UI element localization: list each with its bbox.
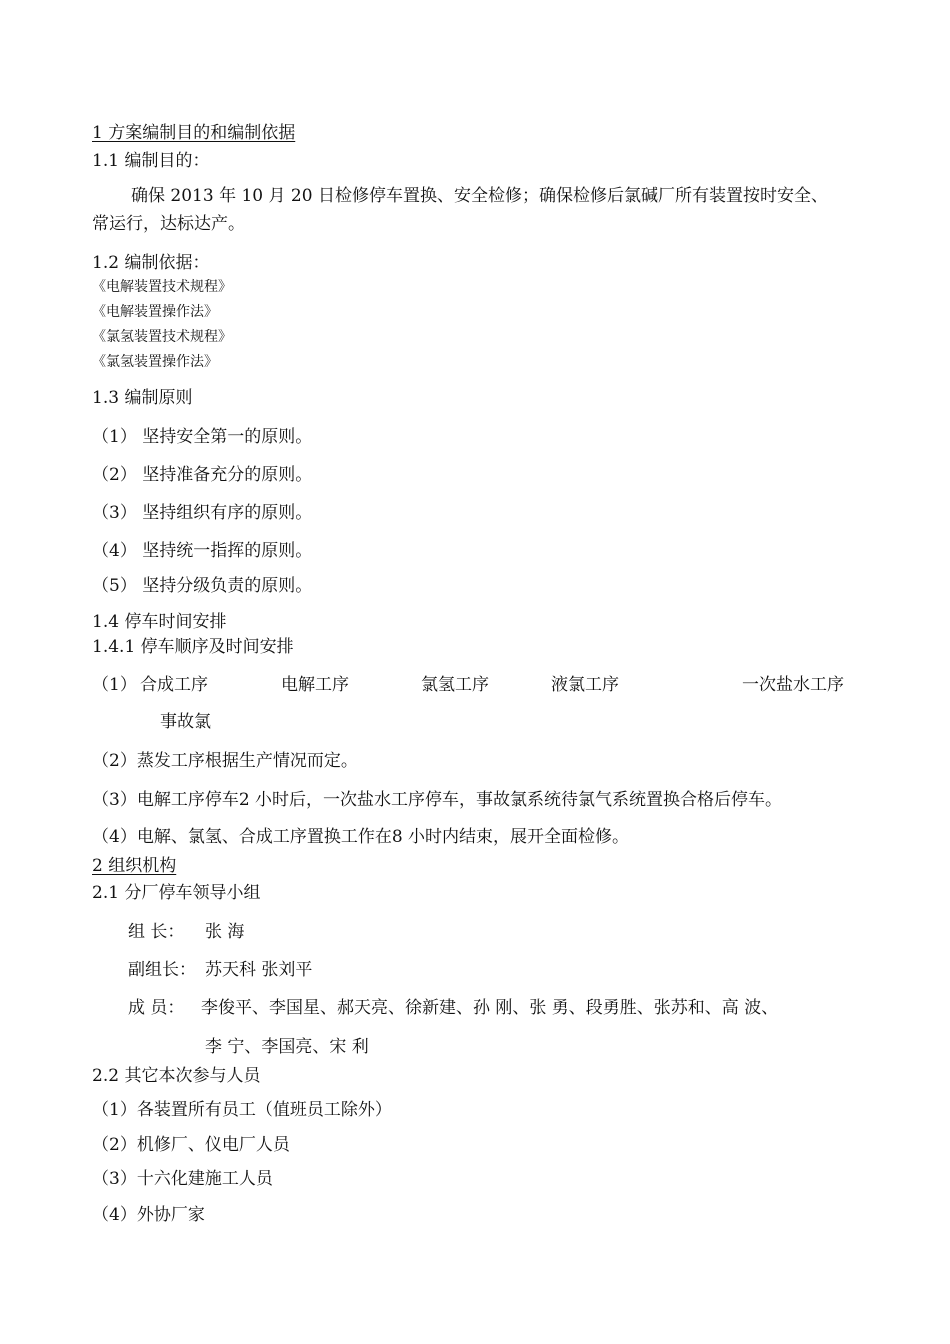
reference-item: 《氯氢装置技术规程》	[92, 329, 232, 345]
section-1-1-heading: 1.1 编制目的：	[92, 151, 210, 171]
members-label: 成 员：	[128, 998, 185, 1018]
principle-item: （3） 坚持组织有序的原则。	[92, 503, 313, 523]
sequence-step: 合成工序	[140, 675, 208, 695]
reference-item: 《电解装置技术规程》	[92, 279, 232, 295]
section-1-2-heading: 1.2 编制依据：	[92, 253, 210, 273]
section-2-1-heading: 2.1 分厂停车领导小组	[92, 883, 261, 903]
sequence-prefix: （1）	[92, 675, 137, 695]
sequence-note: （2）蒸发工序根据生产情况而定。	[92, 751, 358, 771]
deputy-names: 苏天科 张刘平	[205, 960, 313, 980]
purpose-paragraph-line-1: 确保 2013 年 10 月 20 日检修停车置换、安全检修；确保检修后氯碱厂所有装置按时安全、	[131, 186, 828, 206]
principle-item: （4） 坚持统一指挥的原则。	[92, 541, 313, 561]
participant-item: （4）外协厂家	[92, 1205, 205, 1225]
section-1-4-heading: 1.4 停车时间安排	[92, 612, 227, 632]
members-line-1: 李俊平、李国星、郝天亮、徐新建、孙 刚、张 勇、段勇胜、张苏和、高 波、	[201, 998, 779, 1018]
sequence-step: 氯氢工序	[421, 675, 489, 695]
leader-name: 张 海	[205, 922, 245, 942]
sequence-note: （4）电解、氯氢、合成工序置换工作在8 小时内结束，展开全面检修。	[92, 827, 630, 847]
sequence-step: 电解工序	[281, 675, 349, 695]
section-1-3-heading: 1.3 编制原则	[92, 388, 193, 408]
reference-item: 《氯氢装置操作法》	[92, 354, 218, 370]
participant-item: （2）机修厂、仪电厂人员	[92, 1135, 290, 1155]
deputy-label: 副组长：	[128, 960, 196, 980]
participant-item: （1）各装置所有员工（值班员工除外）	[92, 1100, 392, 1120]
section-2-heading: 2 组织机构	[92, 856, 177, 876]
participant-item: （3）十六化建施工人员	[92, 1169, 273, 1189]
sequence-step: 一次盐水工序	[742, 675, 844, 695]
section-1-heading: 1 方案编制目的和编制依据	[92, 123, 296, 143]
section-1-4-1-heading: 1.4.1 停车顺序及时间安排	[92, 637, 294, 657]
reference-item: 《电解装置操作法》	[92, 304, 218, 320]
section-2-2-heading: 2.2 其它本次参与人员	[92, 1066, 261, 1086]
principle-item: （2） 坚持准备充分的原则。	[92, 465, 313, 485]
purpose-paragraph-line-2: 常运行，达标达产。	[92, 214, 245, 234]
sequence-step: 液氯工序	[551, 675, 619, 695]
leader-label: 组 长：	[128, 922, 185, 942]
sequence-note: （3）电解工序停车2 小时后，一次盐水工序停车，事故氯系统待氯气系统置换合格后停车。	[92, 790, 783, 810]
principle-item: （1） 坚持安全第一的原则。	[92, 427, 313, 447]
principle-item: （5） 坚持分级负责的原则。	[92, 576, 313, 596]
members-line-2: 李 宁、李国亮、宋 利	[205, 1037, 369, 1057]
sequence-step: 事故氯	[160, 712, 211, 732]
